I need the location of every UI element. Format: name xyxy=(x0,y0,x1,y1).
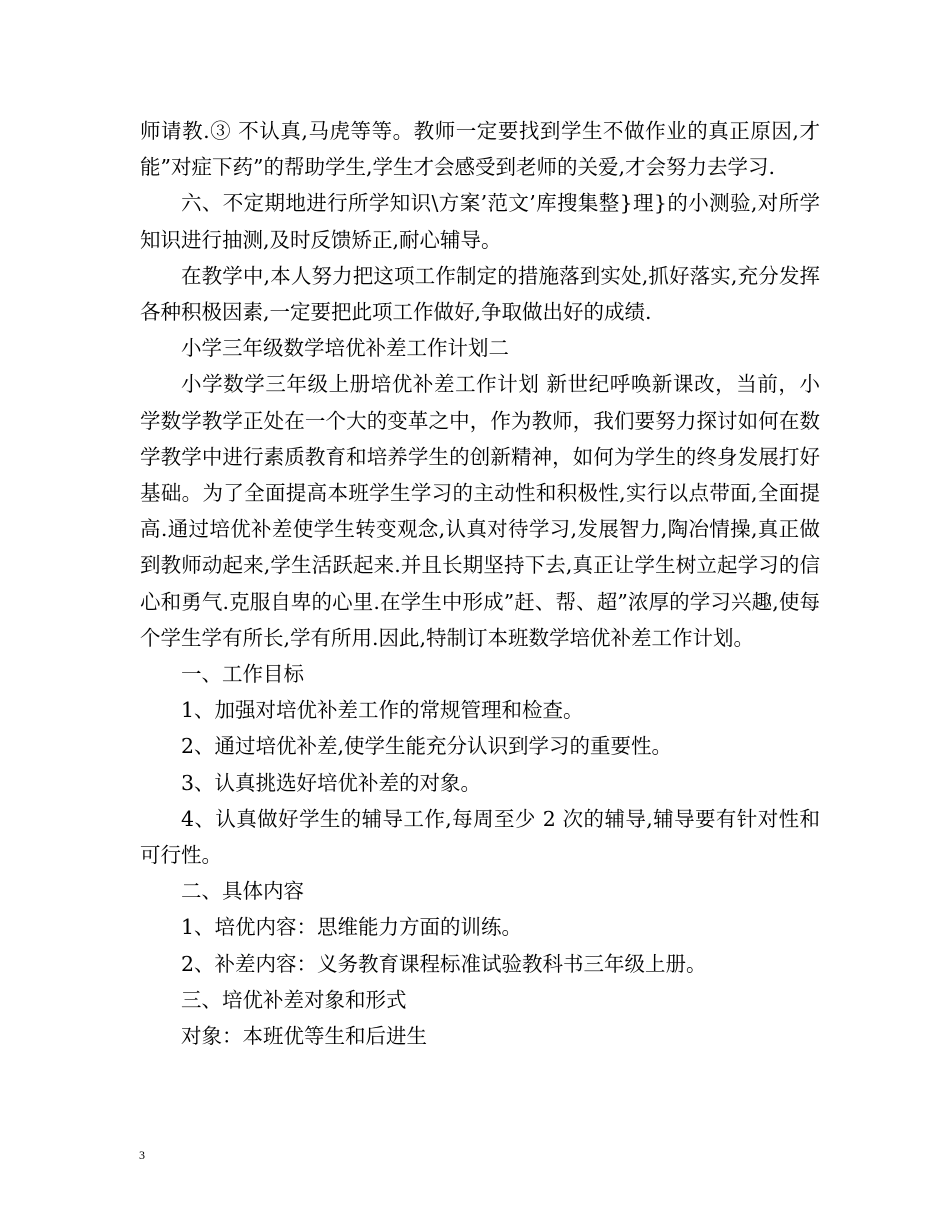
list-item-goal-2: 2、通过培优补差,使学生能充分认识到学习的重要性。 xyxy=(181,734,673,759)
heading-specific-content: 二、具体内容 xyxy=(181,879,304,904)
page-number: 3 xyxy=(139,1148,145,1162)
paragraph-2: 六、不定期地进行所学知识\方案’范文’库搜集整}理}的小测验,对所学知识进行抽测,及时反馈矫正,耐心辅导。 xyxy=(140,191,820,252)
paragraph-1: 师请教.③ 不认真,马虎等等。教师一定要找到学生不做作业的真正原因,才能”对症下药”的帮助学生,学生才会感受到老师的关爱,才会努力去学习. xyxy=(140,119,820,180)
document-body xyxy=(140,113,820,1054)
list-item-content-2: 2、补差内容：义务教育课程标准试验教科书三年级上册。 xyxy=(181,951,707,976)
paragraph-intro: 小学数学三年级上册培优补差工作计划 新世纪呼唤新课改，当前，小学数学教学正处在一个大的变革之中，作为教师，我们要努力探讨如何在数学教学中进行素质教育和培养学生的创新精神，如何为学生的终身发展打好基础。为了全面提高本班学生学习的主动性和积极性,实行以点带面,全面提高.通过培优补差使学生转变观念,认真对待学习,发展智力,陶冶情操,真正做到教师动起来,学生活跃起来.并且长期坚持下去,真正让学生树立起学习的信心和勇气.克服自卑的心里.在学生中形成”赶、帮、超”浓厚的学习兴趣,使每个学生学有所长,学有所用.因此,特制订本班数学培优补差工作计划。 xyxy=(140,372,820,650)
list-item-content-1: 1、培优内容：思维能力方面的训练。 xyxy=(181,915,523,940)
list-item-goal-1: 1、加强对培优补差工作的常规管理和检查。 xyxy=(181,698,584,723)
heading-targets-and-forms: 三、培优补差对象和形式 xyxy=(181,987,407,1012)
paragraph-3: 在教学中,本人努力把这项工作制定的措施落到实处,抓好落实,充分发挥各种积极因素,一定要把此项工作做好,争取做出好的成绩. xyxy=(140,263,820,325)
list-item-goal-4: 4、认真做好学生的辅导工作,每周至少 2 次的辅导,辅导要有针对性和可行性。 xyxy=(140,806,820,868)
section-title-plan-two: 小学三年级数学培优补差工作计划二 xyxy=(181,336,509,361)
paragraph-targets: 对象：本班优等生和后进生 xyxy=(181,1024,427,1049)
heading-work-goals: 一、工作目标 xyxy=(181,662,304,687)
list-item-goal-3: 3、认真挑选好培优补差的对象。 xyxy=(181,770,482,795)
